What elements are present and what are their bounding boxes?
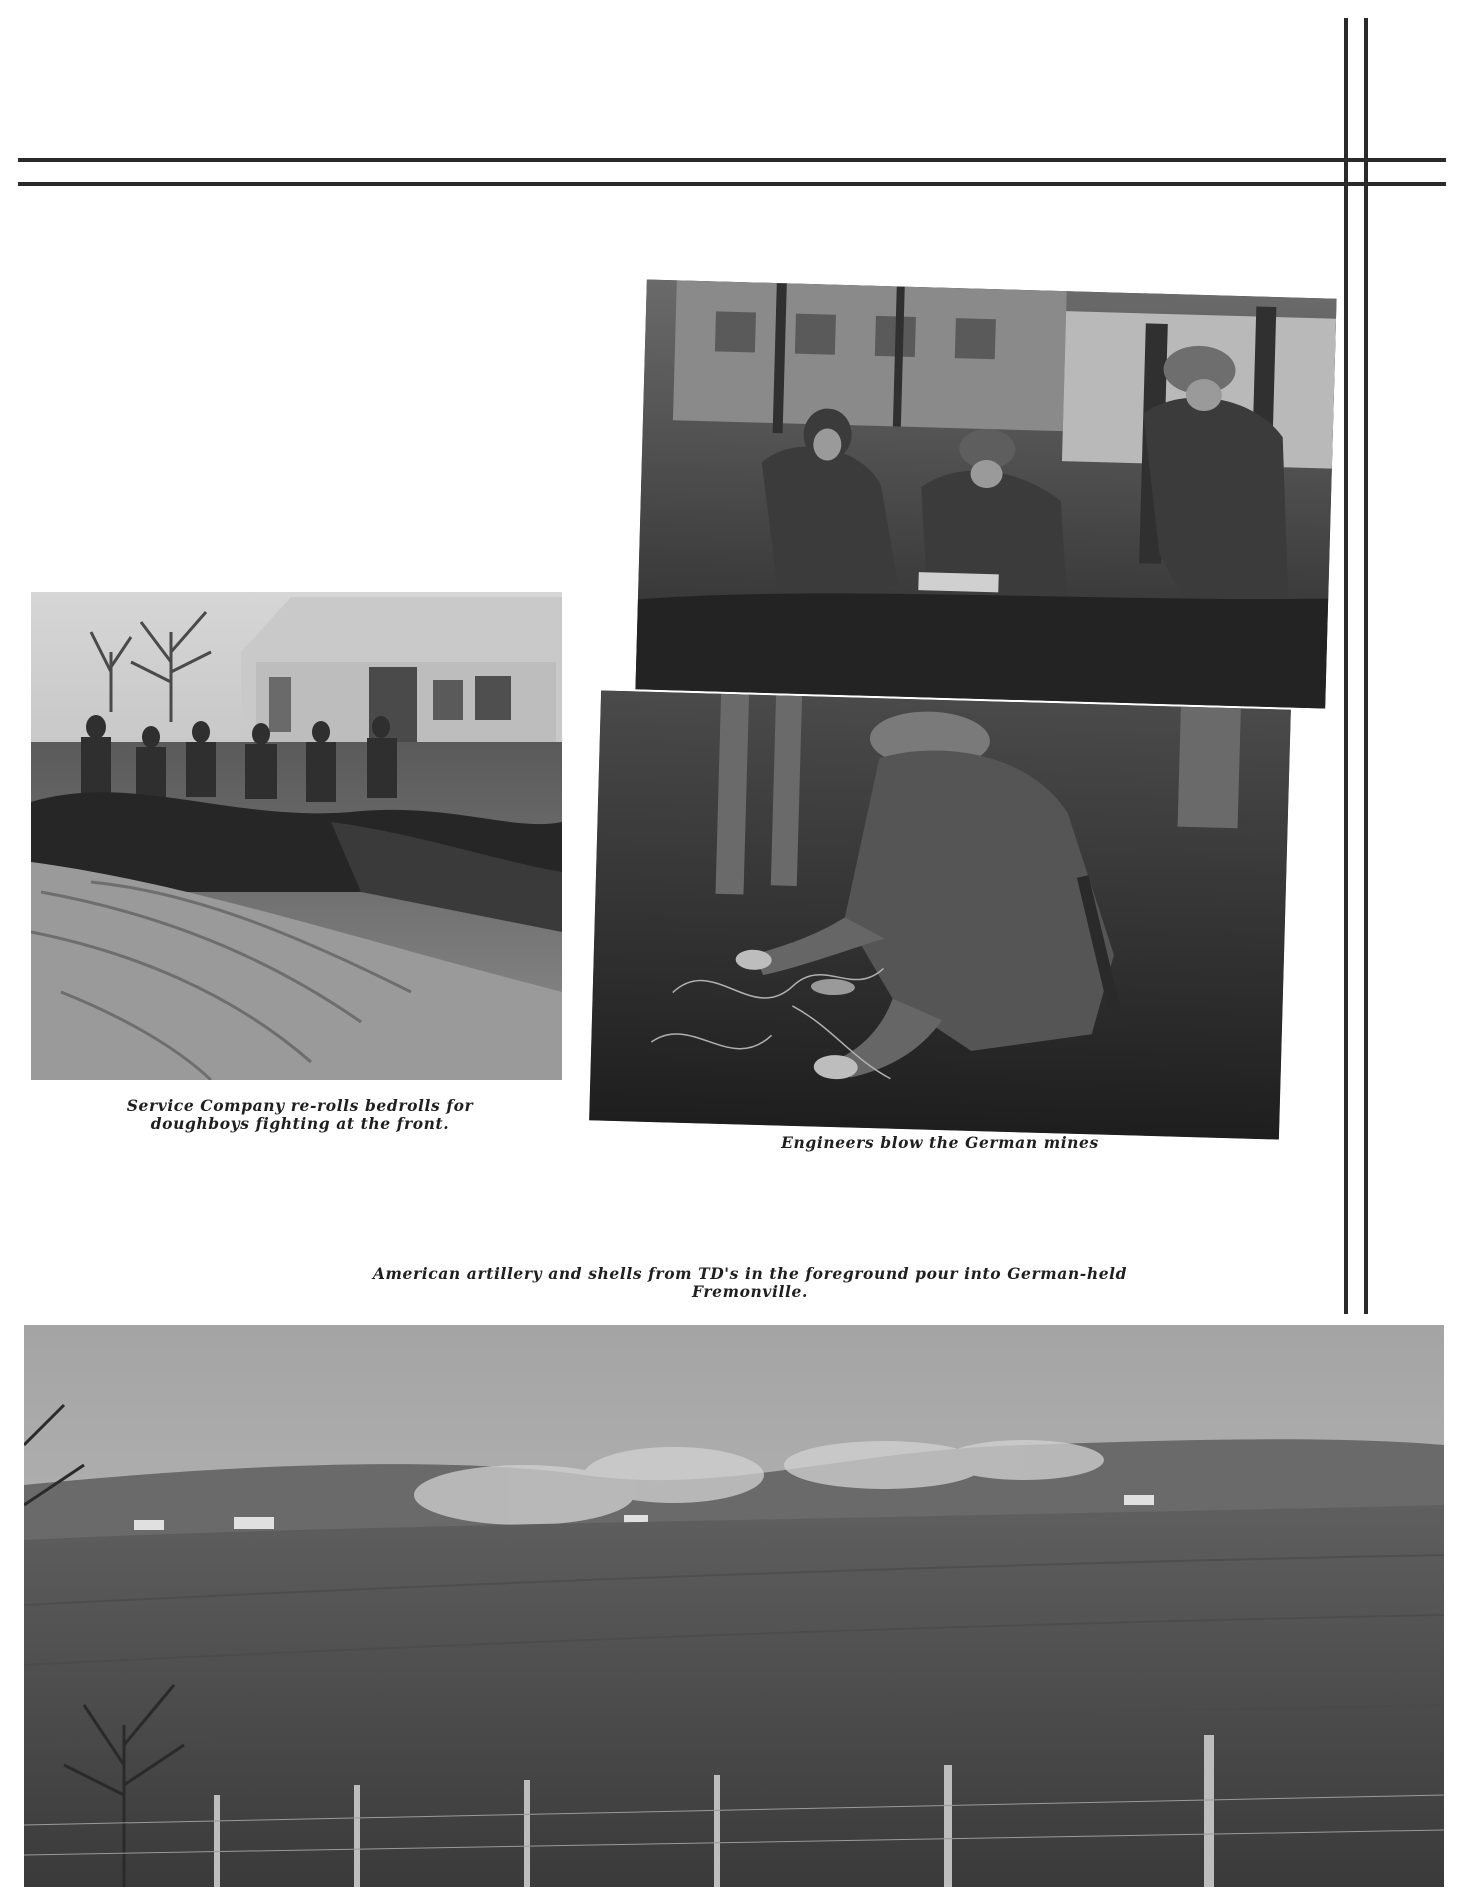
right-vertical-rule-outer bbox=[1364, 18, 1368, 1314]
engineers-photo-bottom bbox=[589, 690, 1291, 1139]
bedrolls-photo bbox=[31, 592, 562, 1080]
fremonville-caption bbox=[330, 1265, 1170, 1301]
bedrolls-caption-line-2: doughboys fighting at the front. bbox=[150, 1114, 450, 1133]
engineers-photo-top bbox=[635, 279, 1336, 708]
bedrolls-caption-line-1: Service Company re-rolls bedrolls for bbox=[126, 1096, 474, 1115]
fremonville-photo bbox=[24, 1325, 1444, 1887]
bedrolls-photo-image bbox=[31, 592, 562, 1080]
second-horizontal-rule bbox=[18, 182, 1446, 186]
fremonville-photo-image bbox=[24, 1325, 1444, 1887]
top-horizontal-rule bbox=[18, 158, 1446, 162]
fremonville-caption-line-1: American artillery and shells from TD's in the foreground pour into German-held bbox=[372, 1264, 1128, 1283]
engineers-photo-bottom-image bbox=[589, 690, 1291, 1139]
engineers-photo-top-image bbox=[635, 279, 1336, 708]
engineers-caption: Engineers blow the German mines bbox=[781, 1133, 1099, 1152]
fremonville-caption-line-2: Fremonville. bbox=[692, 1282, 808, 1301]
bedrolls-caption bbox=[60, 1097, 540, 1133]
right-vertical-rule-inner bbox=[1344, 18, 1348, 1314]
